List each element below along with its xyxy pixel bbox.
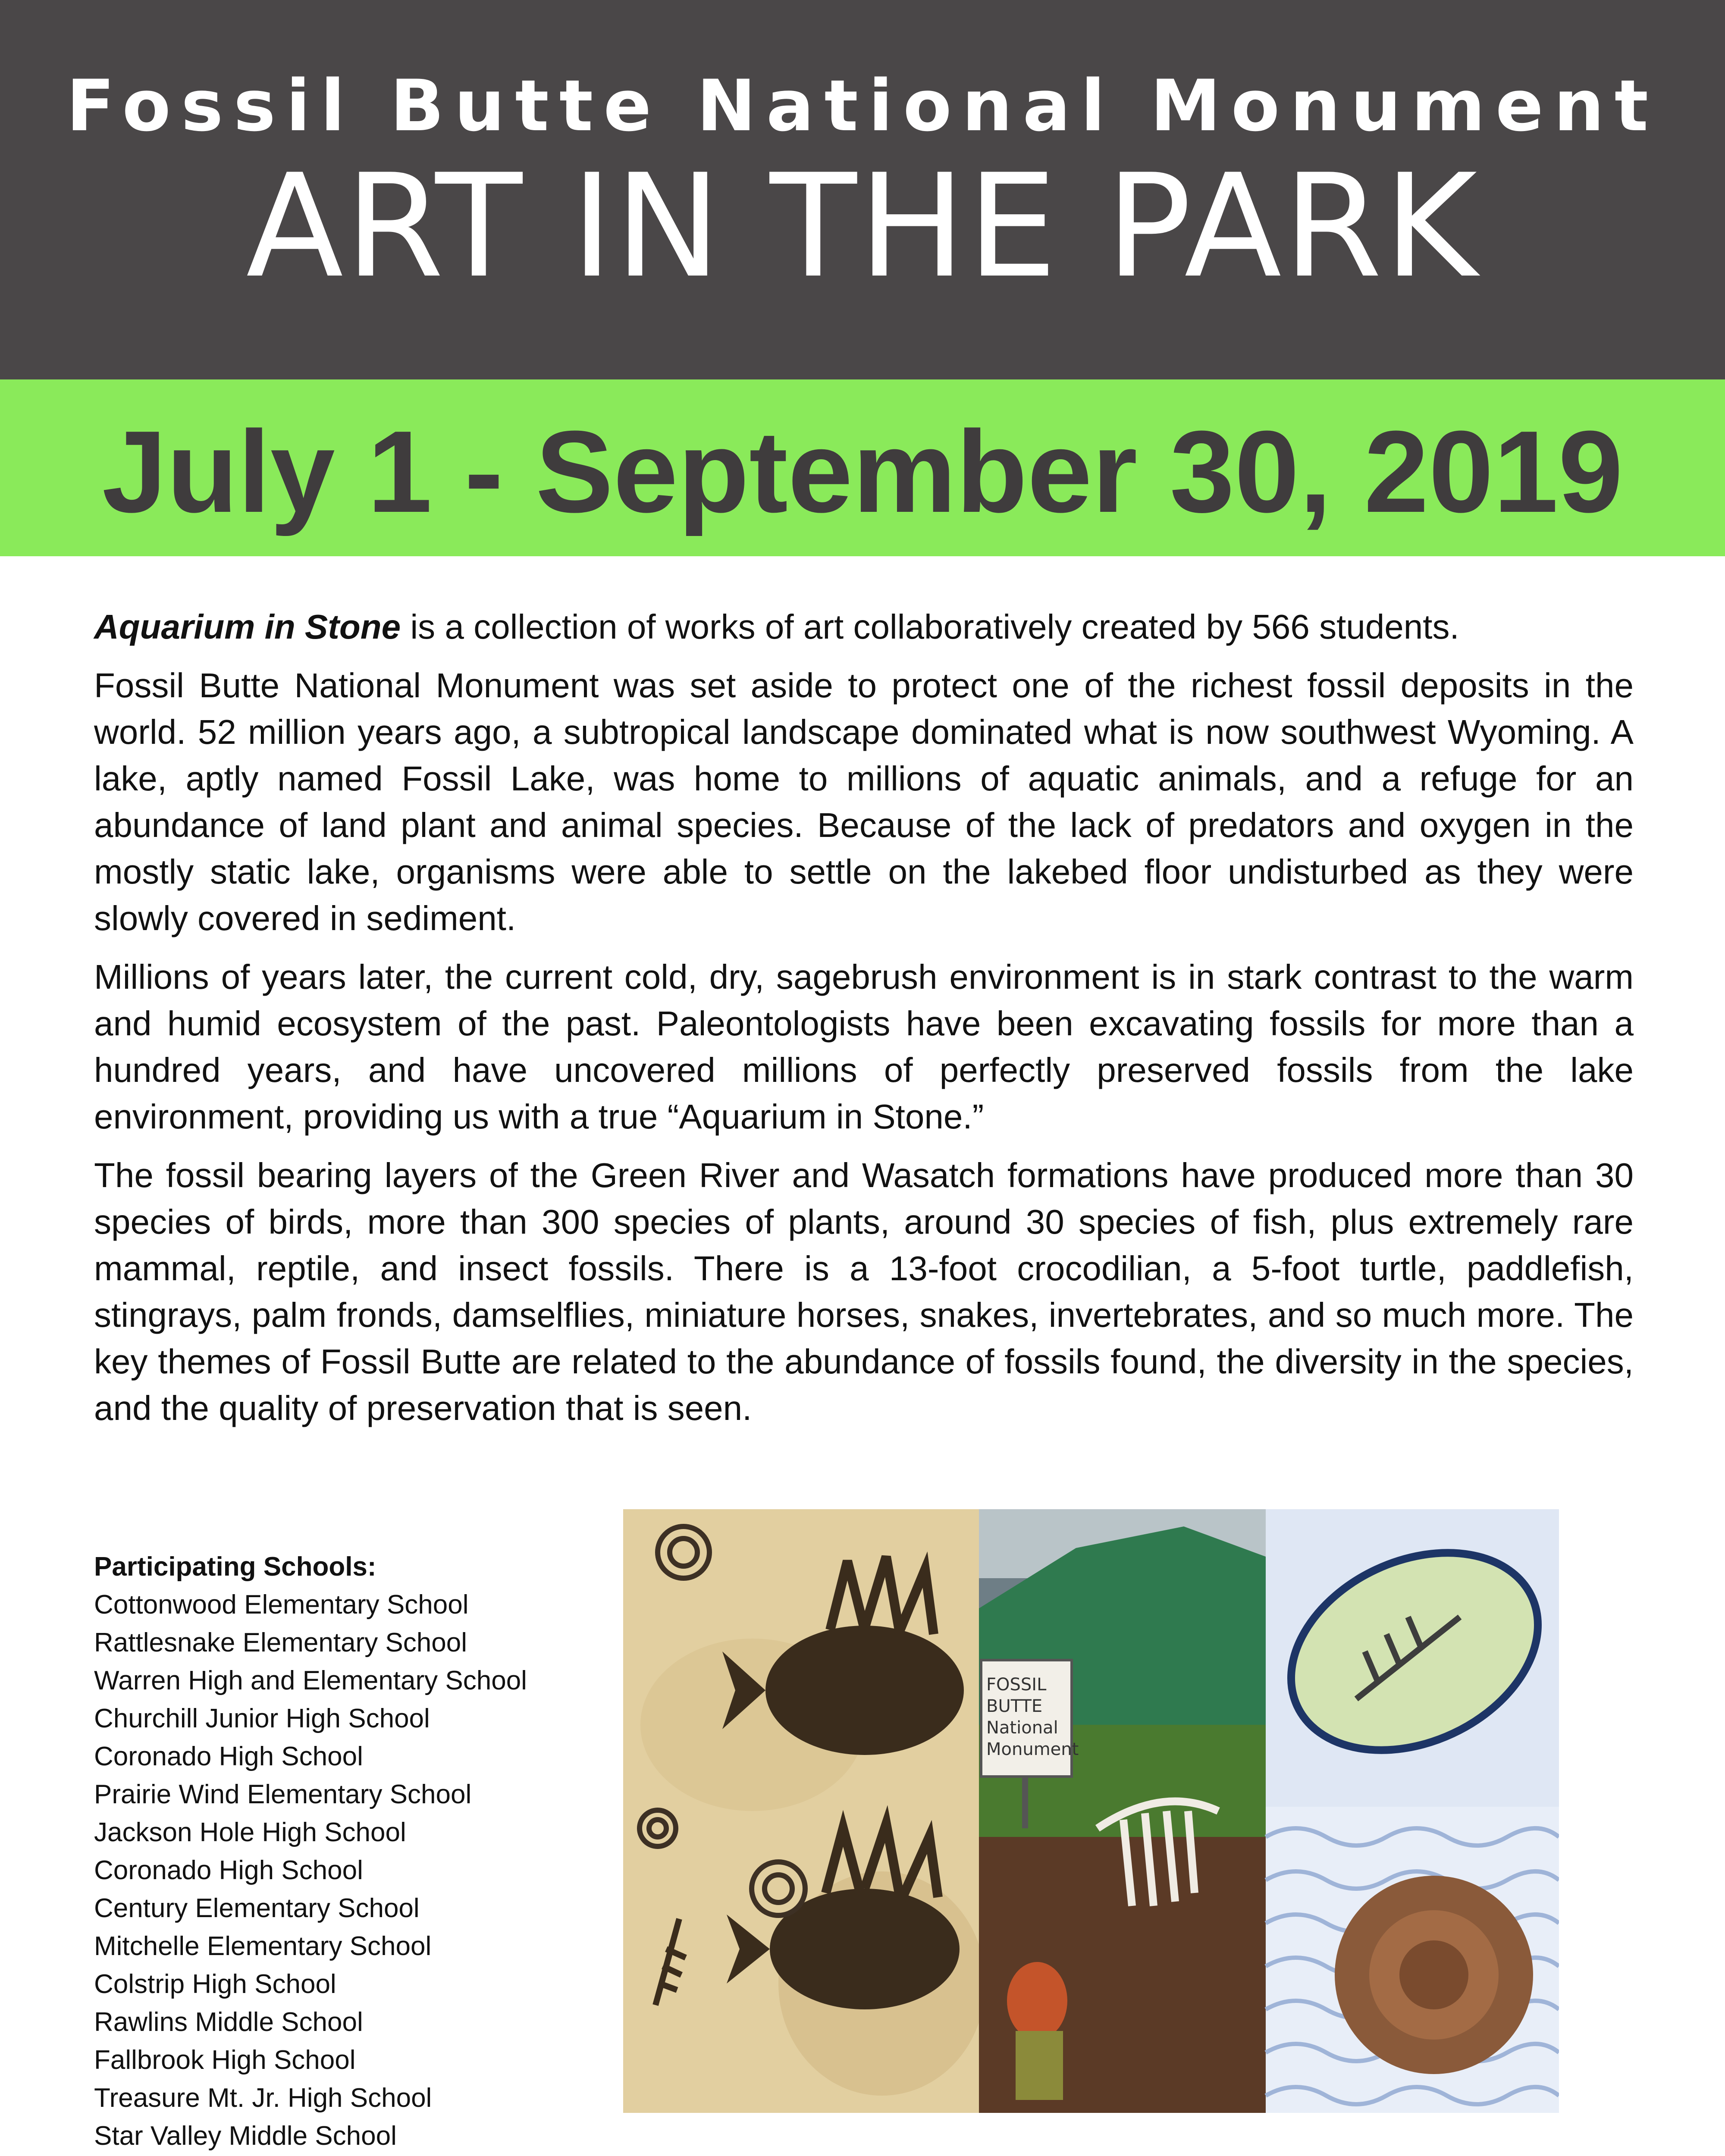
school-item: Churchill Junior High School — [94, 1704, 430, 1733]
event-dates: July 1 - September 30, 2019 — [102, 407, 1623, 537]
paragraph-today: Millions of years later, the current cold, dry, sagebrush environment is in stark contrast to the warm and humid ecosystem of the past. Paleontologists have been excavating fossils for more than a hundred years, and have uncovered millions of perfectly preserved fossils from the lake environment, providing us with a true “Aquarium in Stone.” — [94, 958, 1634, 1136]
intro-text: is a collection of works of art collaboratively created by 566 students. — [401, 608, 1459, 646]
school-item: Colstrip High School — [94, 1969, 336, 1999]
event-title: ART IN THE PARK — [246, 144, 1479, 309]
sign-line-1: FOSSIL — [986, 1675, 1047, 1695]
paragraph-fossils: The fossil bearing layers of the Green River and Wasatch formations have produced more than 30 species of birds, more than 300 species of plants, around 30 species of fish, plus extremely rare mammal, reptile, and insect fossils. There is a 13-foot crocodilian, a 5-foot turtle, paddlefish, stingrays, palm fronds, damselflies, miniature horses, snakes, invertebrates, and so much more. The key themes of Fossil Butte are related to the abundance of fossils found, the diversity in the species, and the quality of preservation that is seen. — [94, 1156, 1634, 1427]
school-item: Century Elementary School — [94, 1893, 420, 1923]
school-item: Jackson Hole High School — [94, 1818, 406, 1847]
intro-paragraph — [94, 604, 1634, 650]
school-item: Fallbrook High School — [94, 2045, 356, 2075]
school-item: Star Valley Middle School — [94, 2121, 397, 2151]
school-item: Coronado High School — [94, 1742, 363, 1771]
ammonite-shell-icon — [1335, 1876, 1533, 2074]
school-item: Prairie Wind Elementary School — [94, 1780, 472, 1809]
participating-schools — [94, 1548, 612, 2156]
school-item: Rawlins Middle School — [94, 2007, 363, 2037]
sign-line-2: BUTTE — [986, 1696, 1043, 1716]
sign-line-3: National — [986, 1718, 1058, 1738]
header-banner — [0, 0, 1725, 379]
school-item: Coronado High School — [94, 1855, 363, 1885]
child-figure-icon — [1007, 1962, 1067, 2100]
paragraph-history: Fossil Butte National Monument was set aside to protect one of the richest fossil deposits in the world. 52 million years ago, a subtropical landscape dominated what is now southwest Wyoming. A lake, aptly named Fossil Lake, was home to millions of aquatic animals, and a refuge for an abundance of land plant and animal species. Because of the lack of predators and oxygen in the mostly static lake, organisms were able to settle on the lakebed floor undisturbed as they were slowly covered in sediment. — [94, 666, 1634, 937]
schools-heading: Participating Schools: — [94, 1552, 376, 1582]
school-item: Warren High and Elementary School — [94, 1666, 527, 1695]
school-list — [94, 1586, 612, 2156]
school-item: Rattlesnake Elementary School — [94, 1628, 467, 1658]
school-item: Treasure Mt. Jr. High School — [94, 2083, 432, 2113]
school-item: Cottonwood Elementary School — [94, 1590, 469, 1620]
sign-line-4: Monument — [986, 1739, 1079, 1759]
student-artwork — [623, 1509, 1559, 2113]
school-item: Mitchelle Elementary School — [94, 1931, 432, 1961]
artwork-title: Aquarium in Stone — [94, 608, 401, 646]
description — [94, 604, 1634, 1444]
monument-subtitle: Fossil Butte National Monument — [66, 65, 1659, 147]
